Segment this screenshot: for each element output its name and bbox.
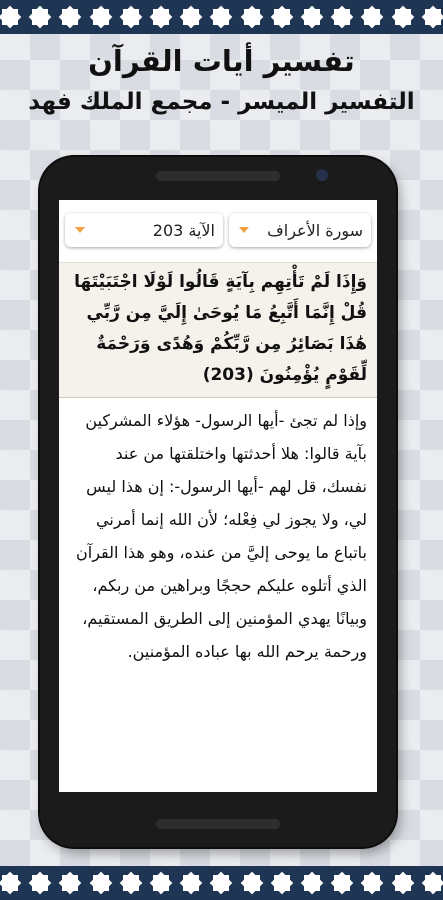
ayah-dropdown[interactable]: [65, 213, 223, 247]
surah-dropdown-value: سورة الأعراف: [267, 220, 363, 240]
phone-speaker: [156, 171, 280, 181]
star-ornament: [271, 6, 294, 29]
star-ornament: [0, 872, 21, 895]
star-ornament: [240, 6, 263, 29]
ayah-dropdown-value: الآية 203: [152, 220, 215, 240]
star-ornament: [361, 872, 384, 895]
star-ornament: [210, 6, 233, 29]
app-screen: [59, 200, 377, 792]
star-ornament: [180, 872, 203, 895]
star-ornament: [361, 6, 384, 29]
selector-bar: [59, 200, 377, 262]
phone-camera: [316, 169, 328, 181]
tafsir-text: وإذا لم تجئ -أيها الرسول- هؤلاء المشركين بآية قالوا: هلا أحدثتها واختلقتها من عند نفسك، قل لهم -أيها الرسول-: إن هذا ليس لي، ولا يجوز لي فِعْله؛ لأن الله إنما أمرني باتباع ما يوحى إليَّ من عنده، وهو هذا القرآن الذي أتلوه عليكم حججًا وبراهين من ربكم، وبيانًا يهدي المؤمنين إلى الطريق المستقيم، ورحمة يرحم الله بها عباده المؤمنين.: [76, 411, 367, 661]
decorative-border-top: [0, 0, 443, 34]
star-ornament: [59, 6, 82, 29]
decorative-border-bottom: [0, 866, 443, 900]
star-ornament: [59, 872, 82, 895]
star-ornament: [29, 6, 52, 29]
star-ornament: [0, 6, 21, 29]
star-ornament: [29, 872, 52, 895]
phone-frame: [40, 157, 396, 847]
star-ornament: [331, 6, 354, 29]
chevron-down-icon: [75, 227, 85, 233]
star-ornament: [210, 872, 233, 895]
star-ornament: [271, 872, 294, 895]
star-ornament: [119, 6, 142, 29]
star-ornament: [422, 872, 443, 895]
app-title: تفسير أيات القرآن: [88, 44, 355, 78]
star-ornament: [422, 6, 443, 29]
star-ornament: [301, 6, 324, 29]
star-ornament: [180, 6, 203, 29]
star-ornament: [331, 872, 354, 895]
star-ornament: [119, 872, 142, 895]
promo-header: [0, 38, 443, 120]
surah-dropdown[interactable]: [229, 213, 371, 247]
verse-text: وَإِذَا لَمْ تَأْتِهِم بِآيَةٍ قَالُوا لَوْلَا اجْتَبَيْتَهَا قُلْ إِنَّمَا أَتَّبِعُ مَا يُوحَىٰ إِلَيَّ مِن رَّبِّي هَٰذَا بَصَائِرُ مِن رَّبِّكُمْ وَهُدًى وَرَحْمَةٌ لِّقَوْمٍ يُؤْمِنُونَ (203): [59, 262, 377, 398]
chevron-down-icon: [239, 227, 249, 233]
phone-speaker-bottom: [156, 819, 280, 829]
star-ornament: [391, 872, 414, 895]
star-ornament: [391, 6, 414, 29]
star-ornament: [89, 872, 112, 895]
app-subtitle: التفسير الميسر - مجمع الملك فهد: [28, 89, 415, 115]
star-ornament: [150, 6, 173, 29]
star-ornament: [240, 872, 263, 895]
star-ornament: [150, 872, 173, 895]
star-ornament: [89, 6, 112, 29]
star-ornament: [301, 872, 324, 895]
